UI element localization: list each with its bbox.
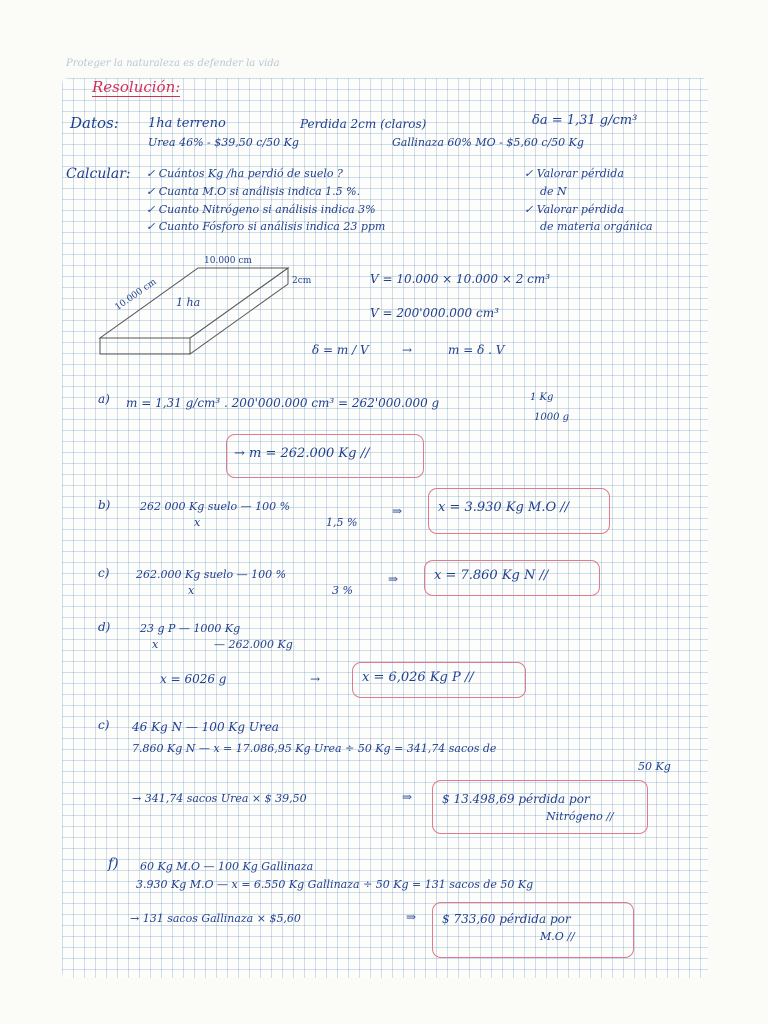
part-b-result: x = 3.930 Kg M.O // (438, 500, 569, 515)
calcular-right-2: de N (540, 185, 567, 198)
part-f-result-1: $ 733,60 pérdida por (442, 912, 571, 926)
part-e-line-3: → 341,74 sacos Urea × $ 39,50 (132, 792, 307, 805)
part-e-result-1: $ 13.498,69 pérdida por (442, 792, 590, 806)
part-b-x: x (194, 516, 201, 529)
part-e-arrow: ⇒ (402, 790, 413, 804)
diagram-side-label: 10.000 cm (113, 277, 159, 313)
part-d-line-1: 23 g P — 1000 Kg (140, 622, 241, 635)
part-e-result-2: Nitrógeno // (546, 810, 614, 823)
calcular-item-3: ✓ Cuanto Nitrógeno si análisis indica 3% (146, 203, 376, 216)
part-d-result: x = 6,026 Kg P // (362, 670, 474, 685)
part-d-x: x (152, 638, 159, 651)
part-f-line-2: 3.930 Kg M.O — x = 6.550 Kg Gallinaza ÷ 50 Kg = 131 sacos de 50 Kg (136, 878, 534, 891)
calcular-item-4: ✓ Cuanto Fósforo si análisis indica 23 ppm (146, 220, 386, 233)
diagram-center-label: 1 ha (176, 296, 201, 309)
part-f-result-2: M.O // (540, 930, 575, 943)
part-a-conv-bottom: 1000 g (534, 412, 570, 423)
part-a-conv-top: 1 Kg (530, 392, 554, 403)
part-c-label: c) (98, 566, 110, 580)
part-e-result-box (432, 780, 648, 834)
calcular-right-1: ✓ Valorar pérdida (524, 167, 624, 180)
datos-label: Datos: (70, 114, 119, 132)
diagram-top-label: 10.000 cm (204, 256, 252, 266)
datos-gallinaza: Gallinaza 60% MO - $5,60 c/50 Kg (392, 136, 584, 149)
part-c-line-1: 262.000 Kg suelo — 100 % (136, 568, 287, 581)
part-f-label: f) (108, 856, 119, 872)
part-b-label: b) (98, 498, 111, 512)
part-d-line-3: x = 6026 g (160, 672, 227, 686)
part-c-x: x (188, 584, 195, 597)
part-f-result-box (432, 902, 634, 958)
page-title: Resolución: (92, 78, 181, 96)
part-d-arrow: → (310, 672, 321, 686)
calcular-right-3: ✓ Valorar pérdida (524, 203, 624, 216)
diagram-height-label: 2cm (292, 276, 312, 286)
part-a-label: a) (98, 392, 110, 406)
datos-densidad: δa = 1,31 g/cm³ (532, 113, 638, 128)
part-f-line-3: → 131 sacos Gallinaza × $5,60 (130, 912, 301, 925)
calcular-right-4: de materia orgánica (540, 220, 653, 233)
datos-terreno: 1ha terreno (148, 116, 226, 131)
part-f-arrow: ⇒ (406, 910, 417, 924)
calcular-item-1: ✓ Cuántos Kg /ha perdió de suelo ? (146, 167, 343, 180)
part-a-calc: m = 1,31 g/cm³ . 200'000.000 cm³ = 262'000.000 g (126, 396, 440, 410)
part-b-value: 1,5 % (326, 516, 358, 529)
part-e-line-1: 46 Kg N — 100 Kg Urea (132, 720, 279, 734)
datos-urea: Urea 46% - $39,50 c/50 Kg (148, 136, 299, 149)
part-d-value: — 262.000 Kg (214, 638, 293, 651)
part-a-result: → m = 262.000 Kg // (234, 446, 370, 461)
volume-formula-2: m = δ . V (448, 343, 505, 357)
volume-line-2: V = 200'000.000 cm³ (370, 306, 499, 320)
datos-perdida: Perdida 2cm (claros) (300, 117, 427, 131)
volume-formula-1: δ = m / V (312, 343, 369, 357)
calcular-label: Calcular: (66, 166, 131, 182)
part-e-line-2: 7.860 Kg N — x = 17.086,95 Kg Urea ÷ 50 Kg = 341,74 sacos de (132, 742, 497, 755)
calcular-item-2: ✓ Cuanta M.O si análisis indica 1.5 %. (146, 185, 361, 198)
part-f-line-1: 60 Kg M.O — 100 Kg Gallinaza (140, 860, 314, 873)
part-e-line-2b: 50 Kg (638, 760, 671, 773)
part-d-label: d) (98, 620, 111, 634)
volume-line-1: V = 10.000 × 10.000 × 2 cm³ (370, 272, 551, 286)
part-c-arrow: ⇒ (388, 572, 399, 586)
part-b-arrow: ⇒ (392, 504, 403, 518)
part-b-line-1: 262 000 Kg suelo — 100 % (140, 500, 291, 513)
header-faint-text: Proteger la naturaleza es defender la vida (66, 58, 280, 69)
part-c-result: x = 7.860 Kg N // (434, 568, 549, 583)
volume-arrow: → (402, 343, 413, 357)
part-e-label: c) (98, 718, 110, 732)
part-c-value: 3 % (332, 584, 353, 597)
